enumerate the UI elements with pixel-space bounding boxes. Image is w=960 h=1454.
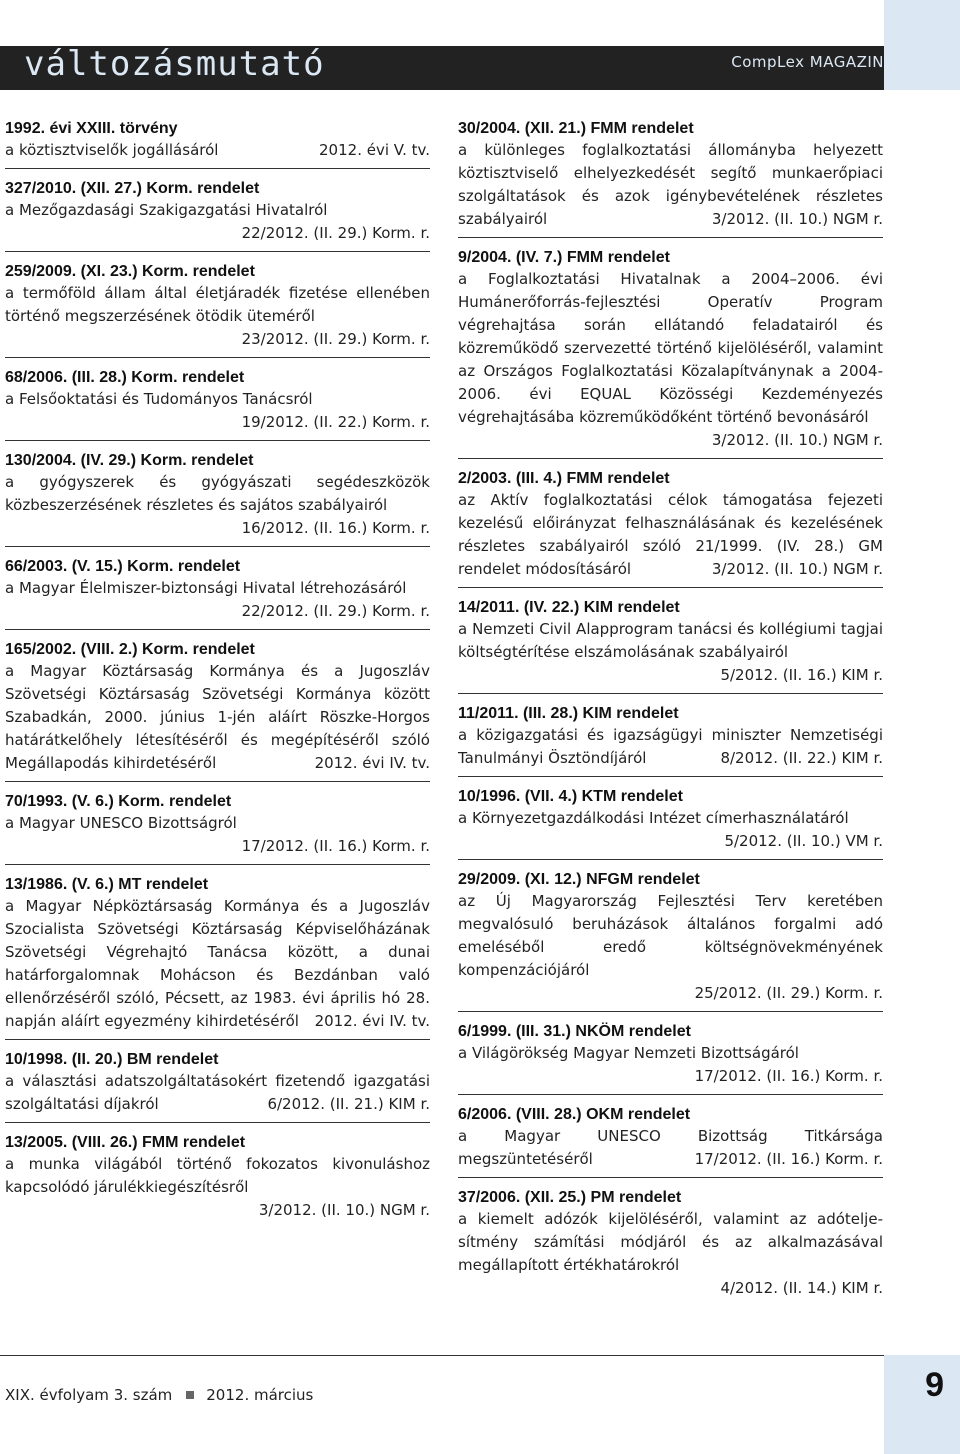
entry-description	[458, 268, 883, 429]
regulation-entry	[458, 786, 883, 860]
entry-text: az Aktív foglalkoztatási célok támogatása fejezeti kezelésű előirányzat felhasználásának és kezelésének részletes szabályairól szóló 21/1999. (IV. 28.) GM rendelet módosításáról	[458, 491, 883, 578]
amending-reference: 3/2012. (II. 10.) NGM r.	[711, 431, 883, 449]
entry-title: 37/2006. (XII. 25.) PM rendelet	[458, 1189, 682, 1206]
entry-title: 13/2005. (VIII. 26.) FMM rendelet	[5, 1134, 246, 1151]
amending-reference: 19/2012. (II. 22.) Korm. r.	[241, 413, 430, 431]
reference-line	[5, 411, 430, 434]
entry-text: a termőföld állam által életjáradék fizetése ellenében történő megszerzésének ötödik üteméről	[5, 284, 430, 325]
entry-description	[5, 139, 430, 162]
entry-text: a Magyar Élelmiszer-biztonsági Hivatal létrehozásáról	[5, 579, 407, 597]
entry-description	[5, 577, 430, 600]
entry-title: 29/2009. (XI. 12.) NFGM rendelet	[458, 871, 700, 888]
magazine-name: CompLex MAGAZIN	[731, 53, 884, 71]
reference-line	[5, 517, 430, 540]
entry-description	[5, 1153, 430, 1199]
footer-date: 2012. március	[206, 1386, 314, 1404]
entry-title: 1992. évi XXIII. törvény	[5, 120, 178, 137]
entry-title: 165/2002. (VIII. 2.) Korm. rendelet	[5, 641, 255, 658]
amending-reference: 25/2012. (II. 29.) Korm. r.	[694, 984, 883, 1002]
entry-title: 6/2006. (VIII. 28.) OKM rendelet	[458, 1106, 691, 1123]
entry-title: 66/2003. (V. 15.) Korm. rendelet	[5, 558, 241, 575]
reference-line	[5, 222, 430, 245]
footer-issue: XIX. évfolyam 3. szám	[5, 1386, 173, 1404]
entry-text: a Foglalkoztatási Hivatalnak a 2004–2006. évi Humánerőforrás-fejlesztési Operatív Program végrehajtása során ellátandó feladatairól és közreműködő szervezetté történő kijelöléséről, valamint az Országos Foglalkoztatási Közalapítványnak a 2004-2006. évi EQUAL Közösségi Kezdeményezés végrehajtásába közreműködőként történő bevonásáról	[458, 270, 883, 426]
regulation-entry	[5, 1049, 430, 1123]
entry-text: a gyógyszerek és gyógyászati segédeszközök közbeszerzésének részletes és sajátos szabályairól	[5, 473, 430, 514]
regulation-entry	[458, 1104, 883, 1178]
reference-line	[458, 429, 883, 452]
amending-reference: 16/2012. (II. 16.) Korm. r.	[241, 519, 430, 537]
entry-title: 11/2011. (III. 28.) KIM rendelet	[458, 705, 679, 722]
entry-description	[458, 724, 883, 770]
square-bullet-icon	[186, 1391, 194, 1399]
entry-description	[458, 1042, 883, 1065]
reference-line	[458, 982, 883, 1005]
reference-line	[458, 1277, 883, 1300]
entry-text: az Új Magyarország Fejlesztési Terv keretében megvalósuló beruházások általános forgalmi adó emeléséből eredő költségnövekményének kompenzációjáról	[458, 892, 883, 979]
page-number: 9	[925, 1366, 944, 1404]
entry-title: 10/1998. (II. 20.) BM rendelet	[5, 1051, 219, 1068]
amending-reference: 2012. évi V. tv.	[319, 141, 430, 159]
regulation-entry	[458, 1021, 883, 1095]
corner-accent-box	[884, 0, 960, 90]
entry-text: a Környezetgazdálkodási Intézet címerhasználatáról	[458, 809, 849, 827]
regulation-entry	[458, 703, 883, 777]
regulation-entry	[5, 639, 430, 782]
entry-description	[5, 1070, 430, 1116]
regulation-entry	[458, 869, 883, 1012]
top-band	[0, 0, 960, 46]
entry-title: 70/1993. (V. 6.) Korm. rendelet	[5, 793, 232, 810]
amending-reference: 2012. évi IV. tv.	[314, 754, 430, 772]
regulation-entry	[5, 874, 430, 1040]
entry-text: a közigazgatási és igazságügyi miniszter Nemzetiségi Tanulmányi Ösztöndíjáról	[458, 726, 883, 767]
entry-title: 68/2006. (III. 28.) Korm. rendelet	[5, 369, 245, 386]
entry-title: 2/2003. (III. 4.) FMM rendelet	[458, 470, 670, 487]
regulation-entry	[5, 556, 430, 630]
right-column	[458, 118, 883, 1315]
entry-title: 13/1986. (V. 6.) MT rendelet	[5, 876, 209, 893]
amending-reference: 17/2012. (II. 16.) Korm. r.	[694, 1150, 883, 1168]
entry-text: a köztisztviselők jogállásáról	[5, 141, 219, 159]
entry-title: 259/2009. (XI. 23.) Korm. rendelet	[5, 263, 255, 280]
amending-reference: 6/2012. (II. 21.) KIM r.	[267, 1095, 430, 1113]
entry-title: 10/1996. (VII. 4.) KTM rendelet	[458, 788, 683, 805]
amending-reference: 5/2012. (II. 16.) KIM r.	[720, 666, 883, 684]
entry-description	[5, 199, 430, 222]
regulation-entry	[5, 178, 430, 252]
entry-text: a Magyar Köztársaság Kormánya és a Jugoszláv Szövetségi Köztársaság Szövetségi Kormánya között Szabadkán, 2000. június 1-jén aláírt Röszke-Horgos határátkelőhely létesítéséről és megépítéséről szóló Megállapodás kihirdetéséről	[5, 662, 430, 772]
reference-line	[5, 835, 430, 858]
entry-text: a különleges foglalkoztatási állományba helyezett köztisztviselő elhelyezkedését segítő munkaerőpiaci szolgáltatások és azok igénybevételének részletes szabályairól	[458, 141, 883, 228]
section-title: változásmutató	[24, 44, 325, 84]
reference-line	[5, 600, 430, 623]
amending-reference: 4/2012. (II. 14.) KIM r.	[720, 1279, 883, 1297]
entry-title: 130/2004. (IV. 29.) Korm. rendelet	[5, 452, 254, 469]
entry-text: a munka világából történő fokozatos kivonuláshoz kapcsolódó járulékkiegészítésről	[5, 1155, 430, 1196]
entry-text: a Világörökség Magyar Nemzeti Bizottságáról	[458, 1044, 799, 1062]
reference-line	[458, 664, 883, 687]
entry-description	[5, 471, 430, 517]
entry-description	[458, 139, 883, 231]
amending-reference: 5/2012. (II. 10.) VM r.	[724, 832, 883, 850]
amending-reference: 2012. évi IV. tv.	[314, 1012, 430, 1030]
regulation-entry	[5, 791, 430, 865]
reference-line	[458, 830, 883, 853]
entry-description	[458, 890, 883, 982]
entry-description	[458, 618, 883, 664]
amending-reference: 3/2012. (II. 10.) NGM r.	[711, 210, 883, 228]
entry-text: a Mezőgazdasági Szakigazgatási Hivatalról	[5, 201, 328, 219]
entry-description	[458, 1125, 883, 1171]
entry-description	[458, 1208, 883, 1277]
entry-title: 9/2004. (IV. 7.) FMM rendelet	[458, 249, 670, 266]
entry-text: a Magyar Népköztársaság Kormánya és a Jugoszláv Szocialista Szövetségi Köztársaság Képviselőházának Szövetségi Végrehajtó Tanácsa között, a dunai határforgalomnak Mohácson és Bezdánban való ellenőrzéséről szóló, Pécsett, az 1983. évi április hó 28. napján aláírt egyezmény kihirdetéséről	[5, 897, 430, 1030]
regulation-entry	[458, 1187, 883, 1306]
entry-title: 6/1999. (III. 31.) NKÖM rendelet	[458, 1023, 691, 1040]
regulation-entry	[5, 261, 430, 358]
amending-reference: 22/2012. (II. 29.) Korm. r.	[241, 224, 430, 242]
entry-title: 30/2004. (XII. 21.) FMM rendelet	[458, 120, 694, 137]
entry-text: a választási adatszolgáltatásokért fizetendő igazgatási szolgáltatási díjakról	[5, 1072, 430, 1113]
amending-reference: 17/2012. (II. 16.) Korm. r.	[241, 837, 430, 855]
entry-text: a kiemelt adózók kijelöléséről, valamint az adóteljesítmény számítási módjáról és az alkalmazásával megállapított értékhatárokról	[458, 1210, 883, 1274]
amending-reference: 8/2012. (II. 22.) KIM r.	[720, 749, 883, 767]
amending-reference: 22/2012. (II. 29.) Korm. r.	[241, 602, 430, 620]
magazine-name-wrap	[700, 52, 884, 71]
regulation-entry	[5, 450, 430, 547]
entry-description	[458, 489, 883, 581]
footer-divider	[0, 1355, 884, 1356]
amending-reference: 23/2012. (II. 29.) Korm. r.	[241, 330, 430, 348]
entry-text: a Felsőoktatási és Tudományos Tanácsról	[5, 390, 313, 408]
entry-description	[5, 660, 430, 775]
amending-reference: 3/2012. (II. 10.) NGM r.	[711, 560, 883, 578]
regulation-entry	[5, 367, 430, 441]
regulation-entry	[458, 247, 883, 459]
entry-text: a Magyar UNESCO Bizottságról	[5, 814, 237, 832]
regulation-entry	[5, 1132, 430, 1228]
reference-line	[5, 328, 430, 351]
amending-reference: 3/2012. (II. 10.) NGM r.	[258, 1201, 430, 1219]
entry-text: a Magyar UNESCO Bizottság Titkársága megszüntetéséről	[458, 1127, 883, 1168]
reference-line	[458, 1065, 883, 1088]
entry-description	[458, 807, 883, 830]
entry-description	[5, 388, 430, 411]
entry-description	[5, 282, 430, 328]
entry-title: 327/2010. (XII. 27.) Korm. rendelet	[5, 180, 260, 197]
regulation-entry	[5, 118, 430, 169]
amending-reference: 17/2012. (II. 16.) Korm. r.	[694, 1067, 883, 1085]
entry-description	[5, 812, 430, 835]
footer	[5, 1386, 313, 1404]
regulation-entry	[458, 597, 883, 694]
entry-description	[5, 895, 430, 1033]
left-column	[5, 118, 430, 1237]
entry-title: 14/2011. (IV. 22.) KIM rendelet	[458, 599, 680, 616]
regulation-entry	[458, 468, 883, 588]
entry-text: a Nemzeti Civil Alapprogram tanácsi és kollégiumi tagjai költségtérítése elszámolásának szabályairól	[458, 620, 883, 661]
regulation-entry	[458, 118, 883, 238]
reference-line	[5, 1199, 430, 1222]
